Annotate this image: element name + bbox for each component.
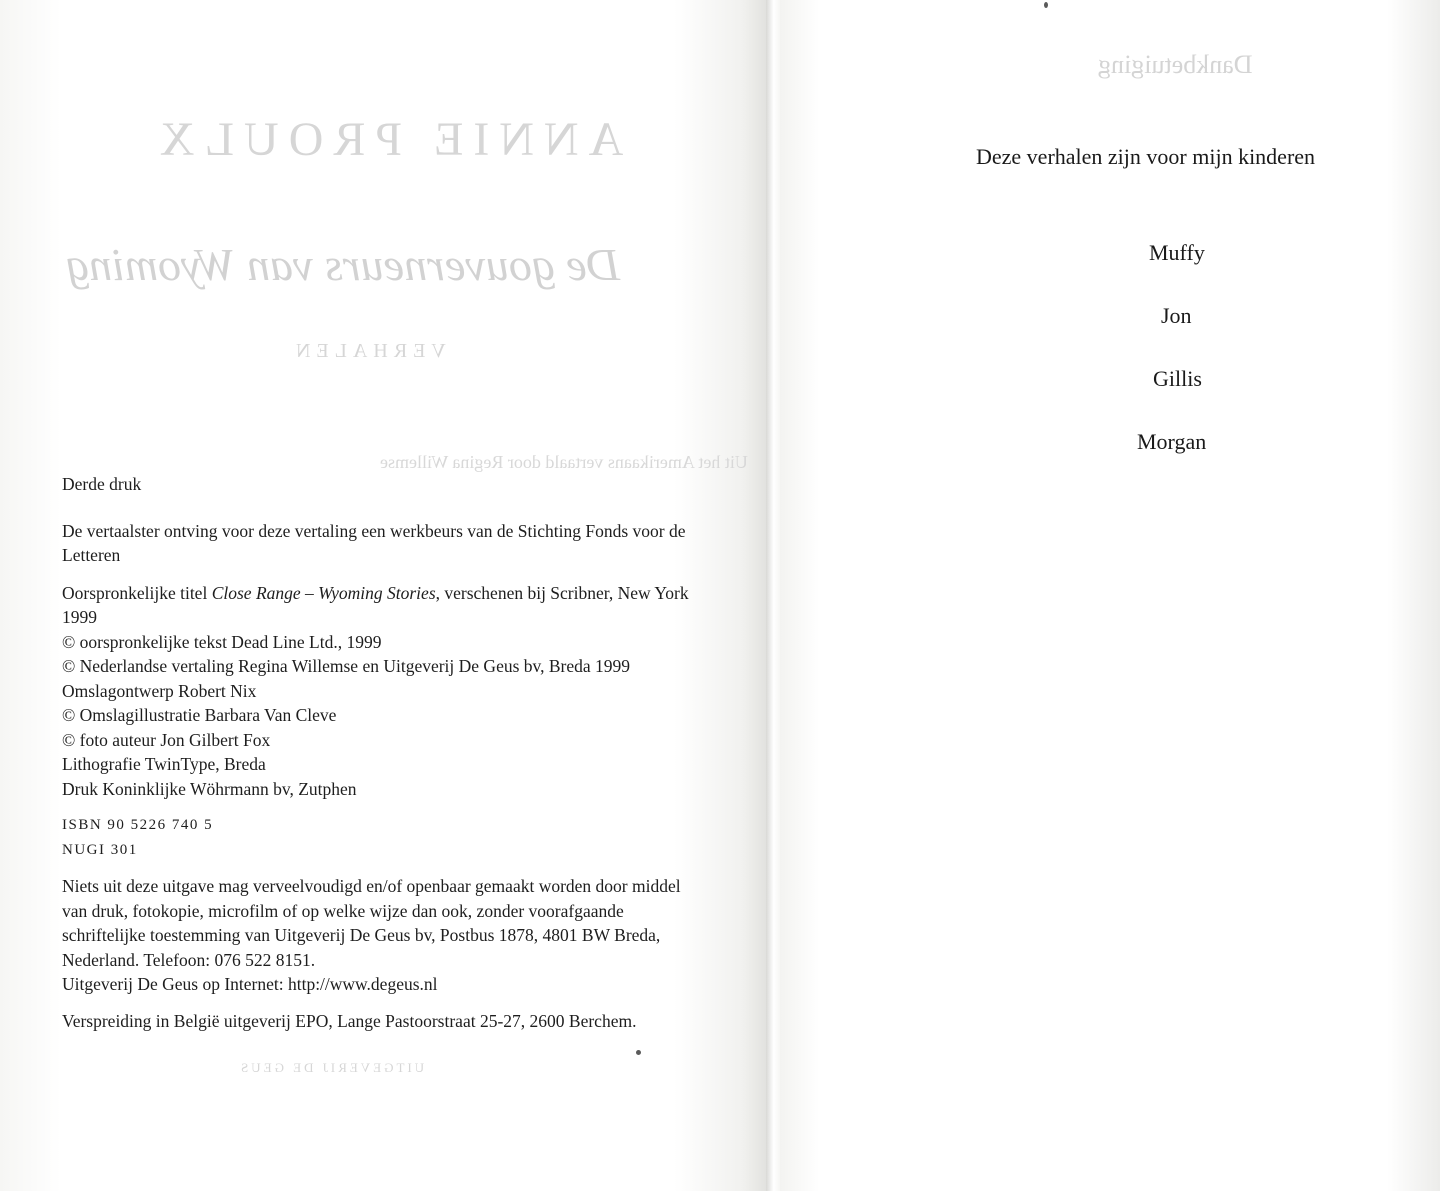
show-through-publisher: UITGEVERIJ DE GEUS [238,1060,425,1075]
show-through-subtitle: VERHALEN [290,340,446,362]
copyright-translation: © Nederlandse vertaling Regina Willemse en Uitgeverij De Geus bv, Breda 1999 [62,656,631,676]
copyright-text: © oorspronkelijke tekst Dead Line Ltd., 1999 [62,631,382,652]
dedication-name: Morgan [1137,429,1207,454]
original-title: Close Range – Wyoming Stories [211,582,436,603]
isbn: ISBN 90 5226 740 5 [62,817,214,833]
cover-design: Omslagontwerp Robert Nix [62,680,257,701]
book-gutter [766,0,780,1191]
original-title-suffix: , verschenen bij Scribner, New York 1999 [62,582,689,627]
show-through-translated-by: Uit het Amerikaans vertaald door Regina Willemse [380,452,748,472]
paper-speck [636,1050,641,1055]
dedication-name: Gillis [1153,366,1202,391]
show-through-heading: Dankbetuiging [1098,50,1253,79]
right-page [780,0,1440,1191]
show-through-title: De gouverneurs van Wyoming [66,239,621,290]
rights-notice: Niets uit deze uitgave mag verveelvoudigd en/of openbaar gemaakt worden door middel van druk, fotokopie, microfilm of op welke wijze dan ook, zonder voorafgaande schriftelijke toestemming van Uitgeverij De Geus bv, Postbus 1878, 4801 BW Breda, Nederland. Telefoon: 076 522 8151. [62,876,681,970]
distribution: Verspreiding in België uitgeverij EPO, Lange Pastoorstraat 25-27, 2600 Berchem. [62,1010,637,1031]
lithography: Lithografie TwinType, Breda [62,754,266,774]
dedication-name: Jon [1161,303,1192,328]
dedication-name: Muffy [1149,240,1205,265]
edition: Derde druk [62,474,142,494]
cover-illustration: © Omslagillustratie Barbara Van Cleve [62,705,337,725]
original-title-prefix: Oorspronkelijke titel [62,582,212,603]
show-through-author: ANNIE PROULX [150,113,624,166]
grant-note: De vertaalster ontving voor deze vertaling een werkbeurs van de Stichting Fonds voor de Letteren [62,520,686,565]
nugi: NUGI 301 [62,841,138,858]
paper-speck [1044,2,1048,8]
internet-line: Uitgeverij De Geus op Internet: http://www.degeus.nl [62,974,438,994]
author-photo-credit: © foto auteur Jon Gilbert Fox [62,729,271,750]
dedication-line: Deze verhalen zijn voor mijn kinderen [976,144,1316,169]
colophon [62,472,702,1033]
original-title-line [62,581,702,630]
printing: Druk Koninklijke Wöhrmann bv, Zutphen [62,778,357,799]
